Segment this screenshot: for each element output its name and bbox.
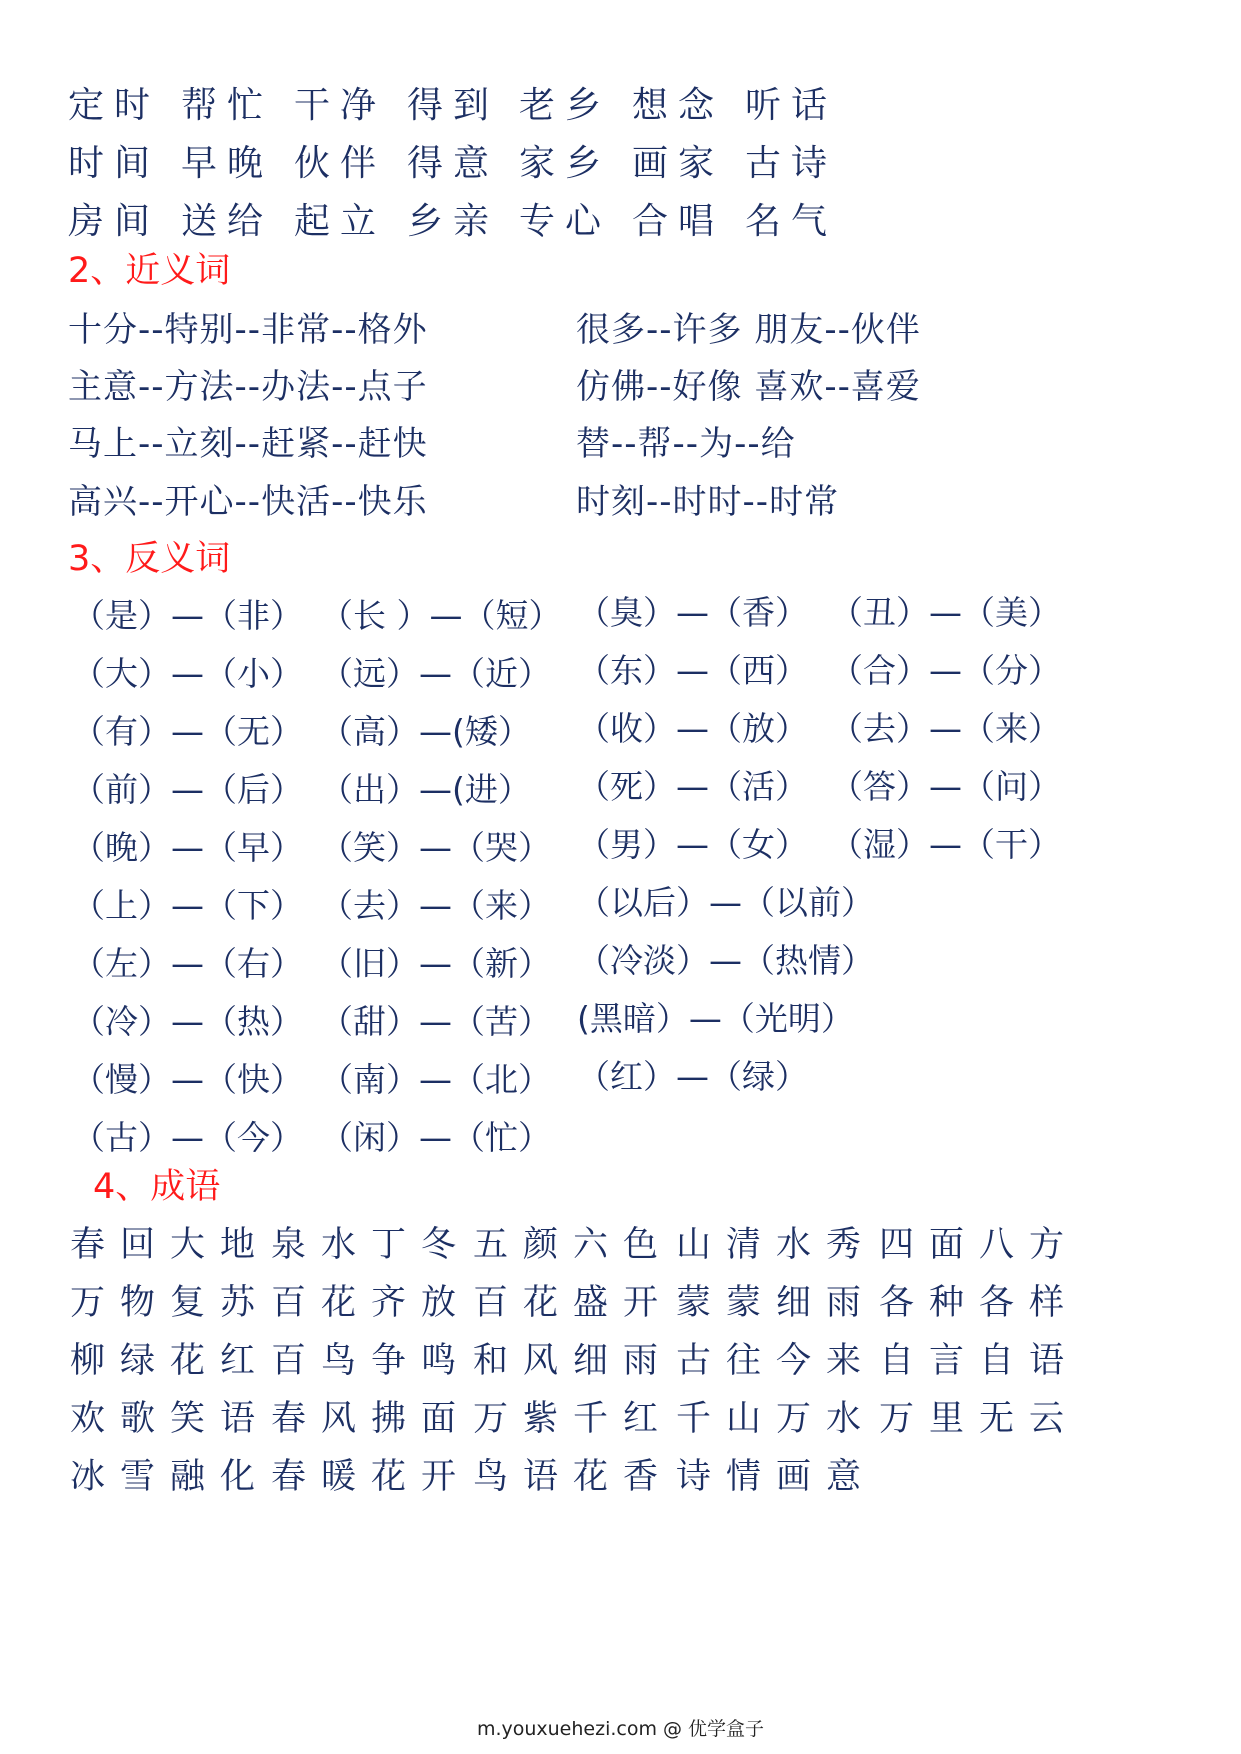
antonym-pair: （旧）—（新） bbox=[320, 944, 551, 983]
synonym-group: 马上--立刻--赶紧--赶快 bbox=[68, 424, 428, 464]
antonyms-heading: 3、反义词 bbox=[68, 539, 231, 579]
synonym-group: 主意--方法--办法--点子 bbox=[68, 367, 428, 407]
antonym-pair: （前）—（后） bbox=[72, 770, 303, 809]
antonym-pair: （慢）—（快） bbox=[72, 1060, 303, 1099]
idioms-heading: 4、成语 bbox=[93, 1167, 221, 1207]
antonym-pair: （是）—（非） bbox=[72, 596, 303, 635]
idiom: 欢歌笑语 bbox=[70, 1399, 271, 1439]
vocab-word: 得意 bbox=[407, 143, 500, 184]
antonym-pair: （去）—（来） bbox=[320, 886, 551, 925]
antonym-pair: （笑）—（哭） bbox=[320, 828, 551, 867]
antonym-pair: （远）—（近） bbox=[320, 654, 551, 693]
idiom: 蒙蒙细雨 bbox=[676, 1283, 877, 1323]
antonym-pair: （左）—（右） bbox=[72, 944, 303, 983]
antonym-pair: （死）—（活） bbox=[577, 767, 808, 806]
idiom: 五颜六色 bbox=[473, 1225, 674, 1265]
idiom: 春暖花开 bbox=[271, 1457, 472, 1497]
vocab-word: 时间 bbox=[68, 143, 161, 184]
vocab-word: 干净 bbox=[294, 85, 387, 126]
idiom: 百花盛开 bbox=[473, 1283, 674, 1323]
idiom: 和风细雨 bbox=[473, 1341, 674, 1381]
idiom: 百花齐放 bbox=[271, 1283, 472, 1323]
vocab-word: 起立 bbox=[294, 201, 387, 242]
idiom: 诗情画意 bbox=[676, 1457, 877, 1497]
idiom: 春风拂面 bbox=[271, 1399, 472, 1439]
synonym-group: 很多--许多 朋友--伙伴 bbox=[576, 310, 921, 350]
antonym-pair: （闲）—（忙） bbox=[320, 1118, 551, 1157]
vocab-word: 早晚 bbox=[181, 143, 274, 184]
idiom: 春回大地 bbox=[70, 1225, 271, 1265]
idiom: 万物复苏 bbox=[70, 1283, 271, 1323]
idiom: 山清水秀 bbox=[676, 1225, 877, 1265]
synonyms-heading: 2、近义词 bbox=[68, 251, 231, 291]
synonym-group: 仿佛--好像 喜欢--喜爱 bbox=[576, 367, 921, 407]
synonym-group: 高兴--开心--快活--快乐 bbox=[68, 482, 428, 522]
idiom: 千山万水 bbox=[676, 1399, 877, 1439]
vocab-word: 合唱 bbox=[632, 201, 725, 242]
vocab-word: 家乡 bbox=[519, 143, 612, 184]
vocab-word: 定时 bbox=[68, 85, 161, 126]
antonym-pair: （晚）—（早） bbox=[72, 828, 303, 867]
synonym-group: 替--帮--为--给 bbox=[576, 424, 796, 464]
vocab-word: 老乡 bbox=[519, 85, 612, 126]
vocab-word: 帮忙 bbox=[181, 85, 274, 126]
antonym-pair: （去）—（来） bbox=[830, 709, 1061, 748]
idiom: 鸟语花香 bbox=[473, 1457, 674, 1497]
antonym-pair: （冷淡）—（热情） bbox=[577, 941, 874, 980]
idiom: 泉水丁冬 bbox=[271, 1225, 472, 1265]
synonym-group: 时刻--时时--时常 bbox=[576, 482, 840, 522]
antonym-pair: （上）—（下） bbox=[72, 886, 303, 925]
antonym-pair: （收）—（放） bbox=[577, 709, 808, 748]
vocab-word: 房间 bbox=[68, 201, 161, 242]
antonym-pair: （合）—（分） bbox=[830, 651, 1061, 690]
synonym-group: 十分--特别--非常--格外 bbox=[68, 310, 428, 350]
vocab-word: 得到 bbox=[407, 85, 500, 126]
antonym-pair: (黑暗）—（光明） bbox=[577, 999, 854, 1038]
vocab-word: 想念 bbox=[632, 85, 725, 126]
antonym-pair: （古）—（今） bbox=[72, 1118, 303, 1157]
antonym-pair: （丑）—（美） bbox=[830, 593, 1061, 632]
antonym-pair: （以后）—（以前） bbox=[577, 883, 874, 922]
antonym-pair: （东）—（西） bbox=[577, 651, 808, 690]
antonym-pair: （南）—（北） bbox=[320, 1060, 551, 1099]
idiom: 柳绿花红 bbox=[70, 1341, 271, 1381]
antonym-pair: （甜）—（苦） bbox=[320, 1002, 551, 1041]
antonym-pair: （湿）—（干） bbox=[830, 825, 1061, 864]
idiom: 古往今来 bbox=[676, 1341, 877, 1381]
antonym-pair: （有）—（无） bbox=[72, 712, 303, 751]
idiom: 四面八方 bbox=[879, 1225, 1080, 1265]
antonym-pair: （答）—（问） bbox=[830, 767, 1061, 806]
footer-source: m.youxuehezi.com @ 优学盒子 bbox=[476, 1718, 765, 1740]
vocab-word: 画家 bbox=[632, 143, 725, 184]
idiom: 万紫千红 bbox=[473, 1399, 674, 1439]
antonym-pair: （出）—(进） bbox=[320, 770, 531, 809]
vocab-word: 乡亲 bbox=[407, 201, 500, 242]
vocab-word: 伙伴 bbox=[294, 143, 387, 184]
vocab-word: 专心 bbox=[519, 201, 612, 242]
antonym-pair: （高）—(矮） bbox=[320, 712, 531, 751]
antonym-pair: （男）—（女） bbox=[577, 825, 808, 864]
vocab-word: 听话 bbox=[745, 85, 838, 126]
idiom: 冰雪融化 bbox=[70, 1457, 271, 1497]
antonym-pair: （冷）—（热） bbox=[72, 1002, 303, 1041]
vocab-word: 古诗 bbox=[745, 143, 838, 184]
idiom: 百鸟争鸣 bbox=[271, 1341, 472, 1381]
idiom: 自言自语 bbox=[879, 1341, 1080, 1381]
antonym-pair: （长 ）—（短） bbox=[320, 596, 562, 635]
idiom: 各种各样 bbox=[879, 1283, 1080, 1323]
antonym-pair: （大）—（小） bbox=[72, 654, 303, 693]
idiom: 万里无云 bbox=[879, 1399, 1080, 1439]
antonym-pair: （红）—（绿） bbox=[577, 1057, 808, 1096]
vocab-word: 送给 bbox=[181, 201, 274, 242]
antonym-pair: （臭）—（香） bbox=[577, 593, 808, 632]
vocab-word: 名气 bbox=[745, 201, 838, 242]
